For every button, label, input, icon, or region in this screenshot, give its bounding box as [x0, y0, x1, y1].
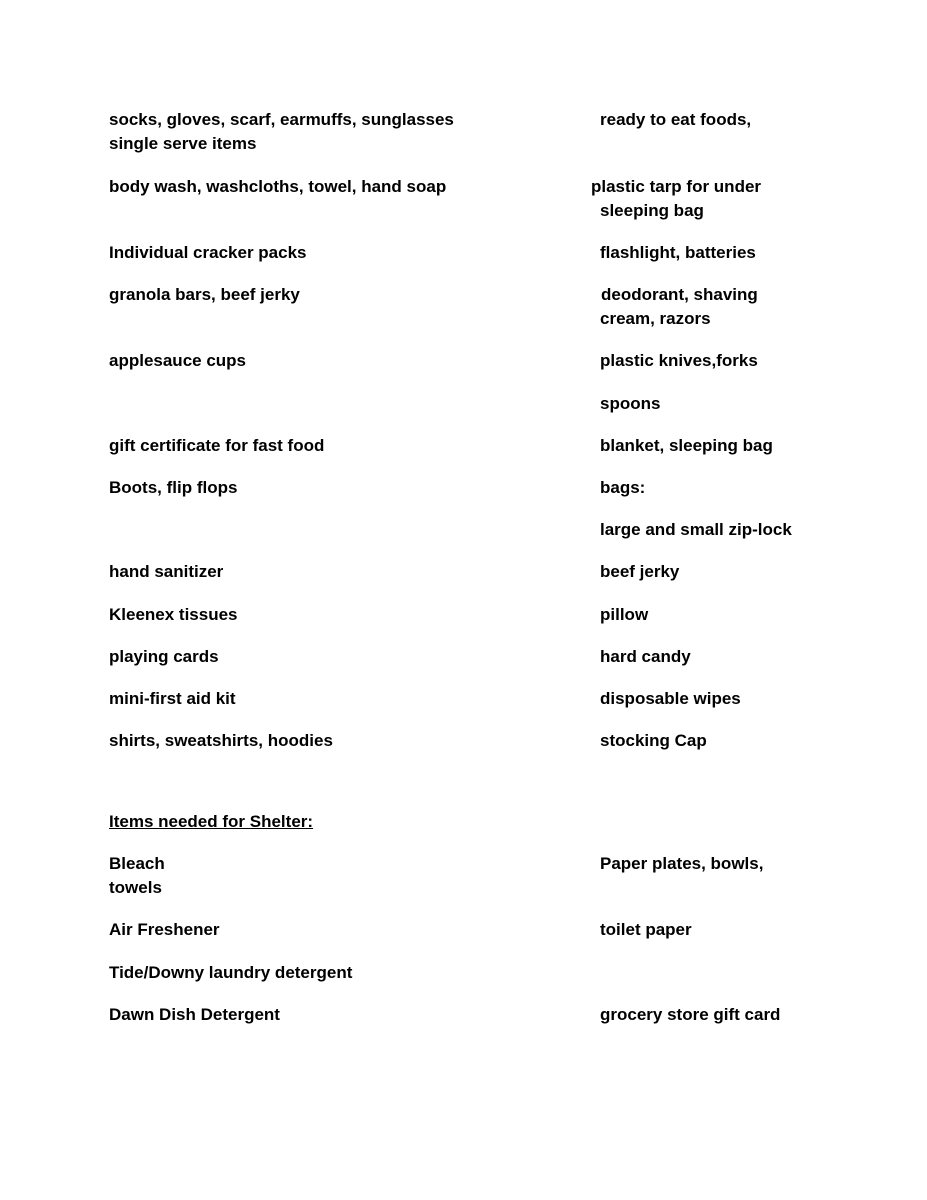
list-item: socks, gloves, scarf, earmuffs, sunglasses — [109, 110, 454, 129]
list-item: bags: — [600, 478, 646, 497]
list-item: cream, razors — [600, 309, 711, 328]
list-item: applesauce cups — [109, 351, 247, 370]
list-item: beef jerky — [600, 562, 680, 581]
list-item: playing cards — [109, 647, 219, 666]
list-item: single serve items — [109, 134, 257, 153]
list-item: sleeping bag — [600, 201, 704, 220]
list-item: pillow — [600, 605, 649, 624]
list-item: plastic knives,forks — [600, 351, 758, 370]
list-item: plastic tarp for under — [591, 177, 762, 196]
list-item: mini-first aid kit — [109, 689, 236, 708]
list-item: gift certificate for fast food — [109, 436, 325, 455]
list-item: disposable wipes — [600, 689, 741, 708]
list-item: deodorant, shaving — [601, 285, 758, 304]
list-item: stocking Cap — [600, 731, 707, 750]
list-item: shirts, sweatshirts, hoodies — [109, 731, 333, 750]
list-item: ready to eat foods, — [600, 110, 752, 129]
list-item: spoons — [600, 394, 661, 413]
list-item: towels — [109, 878, 162, 897]
list-item: Tide/Downy laundry detergent — [109, 963, 353, 982]
list-item: Air Freshener — [109, 920, 220, 939]
section-heading: Items needed for Shelter: — [109, 812, 314, 831]
list-item: grocery store gift card — [600, 1005, 781, 1024]
list-item: Paper plates, bowls, — [600, 854, 764, 873]
list-item: Individual cracker packs — [109, 243, 307, 262]
list-item: large and small zip-lock — [600, 520, 792, 539]
list-item: hard candy — [600, 647, 691, 666]
list-item: Boots, flip flops — [109, 478, 238, 497]
list-item: flashlight, batteries — [600, 243, 756, 262]
list-item: hand sanitizer — [109, 562, 224, 581]
list-item: Kleenex tissues — [109, 605, 238, 624]
list-item: body wash, washcloths, towel, hand soap — [109, 177, 447, 196]
list-item: Dawn Dish Detergent — [109, 1005, 280, 1024]
list-item: granola bars, beef jerky — [109, 285, 300, 304]
list-item: blanket, sleeping bag — [600, 436, 773, 455]
list-item: toilet paper — [600, 920, 692, 939]
list-item: Bleach — [109, 854, 165, 873]
